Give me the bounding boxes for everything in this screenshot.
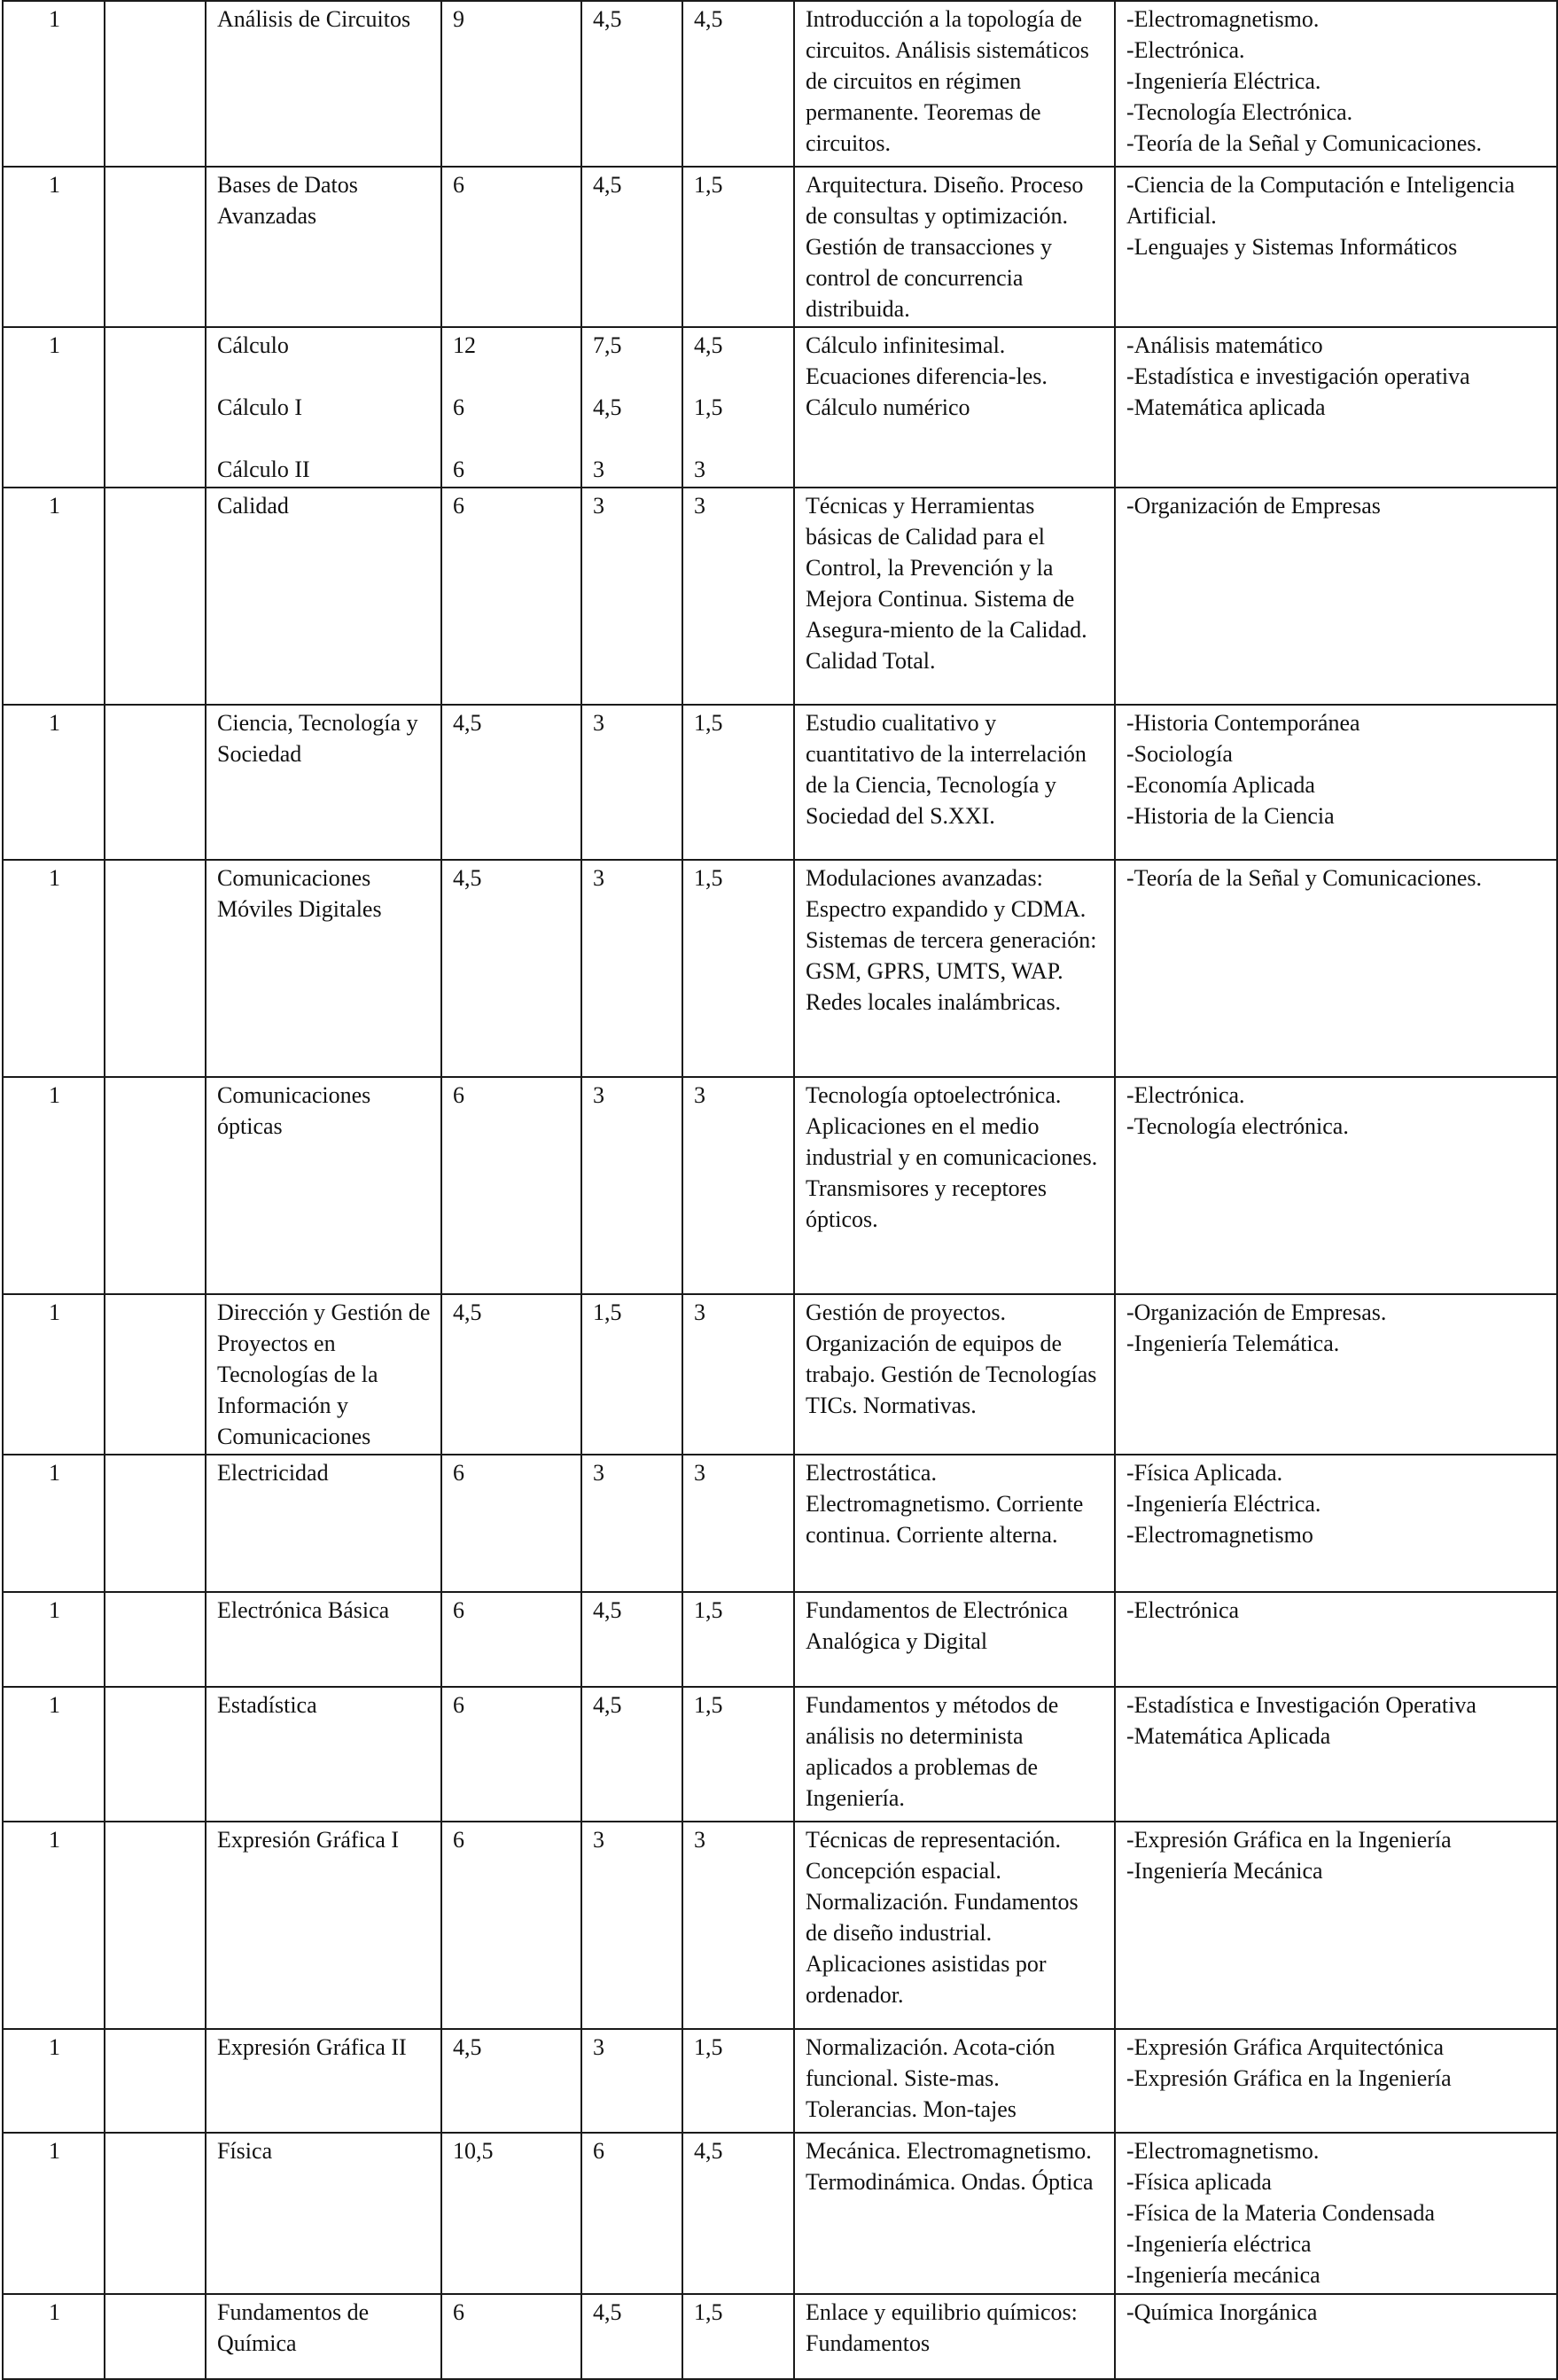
creditos-teoricos-cell [581,488,682,705]
table-row [3,860,1557,1077]
creditos-teoricos-value: 3 [593,493,604,519]
area-item: -Tecnología Electrónica. [1126,99,1353,125]
descriptor-text: Tecnología optoelectrónica. Aplicaciones en el medio industrial y en comunicaciones. Transmisores y receptores ópticos. [806,1082,1098,1232]
descriptor-cell [794,167,1115,327]
creditos-totales-value: 4,5 [453,710,482,736]
descriptor-text: Electrostática. Electromagnetismo. Corriente continua. Corriente alterna. [806,1460,1084,1548]
tipo-cell [105,1077,206,1294]
creditos-teoricos-cell [581,327,682,488]
area-item: -Expresión Gráfica Arquitectónica [1126,2034,1445,2060]
descriptor-text: Fundamentos y métodos de análisis no determinista aplicados a problemas de Ingeniería. [806,1692,1059,1811]
areas-cell [1115,1,1557,167]
curso-cell [3,2294,105,2379]
descriptor-cell [794,1455,1115,1592]
table-row [3,1294,1557,1455]
area-item: -Análisis matemático [1126,332,1323,358]
asignatura-name: Fundamentos de Química [217,2299,370,2356]
asignatura-cell [206,2133,441,2294]
curso-value: 1 [49,1597,60,1623]
creditos-teoricos-value: 3 [593,456,604,482]
creditos-totales-cell [441,1822,581,2029]
creditos-teoricos-cell [581,1455,682,1592]
creditos-practicos-cell [682,1077,794,1294]
creditos-practicos-cell [682,2294,794,2379]
creditos-practicos-cell [682,705,794,860]
asignatura-name: Electricidad [217,1460,329,1486]
creditos-teoricos-cell [581,1822,682,2029]
curso-value: 1 [49,865,60,891]
creditos-totales-cell [441,1592,581,1687]
area-item: -Matemática Aplicada [1126,1723,1331,1749]
area-item: -Matemática aplicada [1126,394,1326,420]
area-item: -Estadística e investigación operativa [1126,363,1470,389]
asignatura-cell [206,1077,441,1294]
curso-cell [3,1687,105,1822]
descriptor-text: Modulaciones avanzadas: Espectro expandido y CDMA. Sistemas de tercera generación: GSM, GPRS, UMTS, WAP. Redes locales inalámbricas. [806,865,1097,1015]
creditos-teoricos-cell [581,1592,682,1687]
creditos-practicos-value: 3 [694,456,705,482]
creditos-teoricos-value: 7,5 [593,332,622,358]
table-row [3,1077,1557,1294]
areas-cell [1115,1294,1557,1455]
creditos-totales-cell [441,327,581,488]
curso-value: 1 [49,2138,60,2164]
tipo-cell [105,1822,206,2029]
area-item: -Historia de la Ciencia [1126,803,1335,829]
creditos-teoricos-value: 6 [593,2138,604,2164]
creditos-totales-value: 6 [453,1460,464,1486]
table-row [3,1687,1557,1822]
area-item: -Física de la Materia Condensada [1126,2200,1435,2226]
asignatura-cell [206,167,441,327]
curso-value: 1 [49,332,60,358]
table-row [3,1822,1557,2029]
area-item: -Economía Aplicada [1126,772,1315,798]
curso-cell [3,1592,105,1687]
asignatura-name: Cálculo I [217,394,303,420]
table-row [3,1455,1557,1592]
area-item: -Historia Contemporánea [1126,710,1360,736]
asignatura-cell [206,2029,441,2133]
asignatura-cell [206,1,441,167]
asignatura-name: Expresión Gráfica I [217,1827,400,1853]
descriptor-text: Técnicas y Herramientas básicas de Calidad para el Control, la Prevención y la Mejora Continua. Sistema de Asegura-miento de la Calidad. Calidad Total. [806,493,1087,674]
area-item: -Teoría de la Señal y Comunicaciones. [1126,865,1483,891]
creditos-practicos-cell [682,1687,794,1822]
descriptor-cell [794,705,1115,860]
creditos-practicos-value: 4,5 [694,332,723,358]
creditos-practicos-cell [682,2029,794,2133]
creditos-practicos-cell [682,1592,794,1687]
descriptor-cell [794,2133,1115,2294]
creditos-practicos-cell [682,2133,794,2294]
area-item: -Organización de Empresas [1126,493,1381,519]
creditos-totales-value: 6 [453,1597,464,1623]
curso-cell [3,2029,105,2133]
area-item: -Sociología [1126,741,1233,767]
creditos-practicos-value: 3 [694,493,705,519]
creditos-teoricos-value: 4,5 [593,6,622,32]
curso-cell [3,1294,105,1455]
creditos-practicos-value: 1,5 [694,865,723,891]
creditos-practicos-value: 1,5 [694,2299,723,2325]
asignatura-cell [206,705,441,860]
curso-value: 1 [49,2299,60,2325]
curso-value: 1 [49,710,60,736]
creditos-totales-cell [441,860,581,1077]
descriptor-cell [794,1077,1115,1294]
areas-cell [1115,2294,1557,2379]
creditos-totales-value: 4,5 [453,2034,482,2060]
areas-cell [1115,1592,1557,1687]
creditos-totales-value: 4,5 [453,865,482,891]
area-item: -Ingeniería Mecánica [1126,1858,1323,1884]
tipo-cell [105,488,206,705]
descriptor-text: Arquitectura. Diseño. Proceso de consultas y optimización. Gestión de transacciones y control de concurrencia distribuida. [806,172,1084,322]
creditos-practicos-value: 1,5 [694,1597,723,1623]
area-item: -Ingeniería eléctrica [1126,2231,1312,2257]
creditos-practicos-value: 1,5 [694,172,723,198]
creditos-totales-cell [441,705,581,860]
area-item: -Estadística e Investigación Operativa [1126,1692,1476,1718]
creditos-practicos-value: 3 [694,1299,705,1325]
table-row [3,1,1557,167]
creditos-practicos-value: 1,5 [694,2034,723,2060]
descriptor-cell [794,2294,1115,2379]
descriptor-text: Fundamentos de Electrónica Analógica y Digital [806,1597,1069,1654]
descriptor-cell [794,2029,1115,2133]
asignatura-name: Comunicaciones Móviles Digitales [217,865,382,922]
creditos-totales-cell [441,1455,581,1592]
curso-value: 1 [49,493,60,519]
area-item: -Electrónica. [1126,1082,1245,1108]
descriptor-text: Normalización. Acota-ción funcional. Siste-mas. Tolerancias. Mon-tajes [806,2034,1056,2122]
descriptor-cell [794,327,1115,488]
area-item: -Ingeniería Eléctrica. [1126,68,1321,94]
asignatura-cell [206,2294,441,2379]
creditos-totales-value: 9 [453,6,464,32]
table-row [3,488,1557,705]
area-item: -Ingeniería Eléctrica. [1126,1491,1321,1517]
curso-cell [3,1077,105,1294]
creditos-totales-value: 6 [453,493,464,519]
area-item: -Expresión Gráfica en la Ingeniería [1126,1827,1452,1853]
creditos-totales-cell [441,2133,581,2294]
area-item: -Electrónica. [1126,37,1245,63]
creditos-teoricos-value: 4,5 [593,2299,622,2325]
creditos-practicos-value: 4,5 [694,2138,723,2164]
area-item: -Química Inorgánica [1126,2299,1318,2325]
asignatura-name: Electrónica Básica [217,1597,390,1623]
creditos-practicos-value: 1,5 [694,394,723,420]
curso-value: 1 [49,2034,60,2060]
area-item: -Electrónica [1126,1597,1240,1623]
creditos-teoricos-value: 3 [593,710,604,736]
creditos-totales-value: 6 [453,1082,464,1108]
asignatura-name: Comunicaciones ópticas [217,1082,371,1139]
tipo-cell [105,1455,206,1592]
descriptor-text: Gestión de proyectos. Organización de equipos de trabajo. Gestión de Tecnologías TICs. Normativas. [806,1299,1097,1418]
asignatura-cell [206,1687,441,1822]
creditos-practicos-cell [682,1455,794,1592]
areas-cell [1115,1822,1557,2029]
table-row [3,705,1557,860]
creditos-teoricos-value: 4,5 [593,1597,622,1623]
creditos-practicos-value: 3 [694,1082,705,1108]
descriptor-text: Técnicas de representación. Concepción espacial. Normalización. Fundamentos de diseño industrial. Aplicaciones asistidas por ordenador. [806,1827,1079,2008]
creditos-totales-cell [441,167,581,327]
area-item: -Ingeniería Telemática. [1126,1330,1340,1356]
creditos-teoricos-cell [581,1077,682,1294]
areas-cell [1115,2133,1557,2294]
descriptor-text: Introducción a la topología de circuitos. Análisis sistemáticos de circuitos en régimen permanente. Teoremas de circuitos. [806,6,1089,156]
area-item: -Electromagnetismo. [1126,2138,1320,2164]
area-item: -Ciencia de la Computación e Inteligencia Artificial. [1126,172,1515,229]
creditos-totales-value: 6 [453,394,464,420]
tipo-cell [105,2294,206,2379]
creditos-totales-value: 6 [453,172,464,198]
asignatura-cell [206,1592,441,1687]
area-item: -Física aplicada [1126,2169,1272,2195]
creditos-totales-value: 12 [453,332,476,358]
creditos-practicos-value: 3 [694,1827,705,1853]
creditos-totales-value: 4,5 [453,1299,482,1325]
asignatura-name: Ciencia, Tecnología y Sociedad [217,710,418,767]
creditos-teoricos-cell [581,2133,682,2294]
creditos-practicos-cell [682,327,794,488]
areas-cell [1115,327,1557,488]
creditos-totales-cell [441,1687,581,1822]
areas-cell [1115,488,1557,705]
curso-cell [3,1,105,167]
area-item: -Lenguajes y Sistemas Informáticos [1126,234,1458,260]
area-item: -Electromagnetismo. [1126,6,1320,32]
tipo-cell [105,1592,206,1687]
asignatura-cell [206,488,441,705]
curso-value: 1 [49,6,60,32]
areas-cell [1115,1077,1557,1294]
areas-cell [1115,860,1557,1077]
area-item: -Organización de Empresas. [1126,1299,1387,1325]
asignatura-cell [206,860,441,1077]
descriptor-text: Mecánica. Electromagnetismo. Termodinámica. Ondas. Óptica [806,2138,1094,2195]
creditos-teoricos-cell [581,860,682,1077]
creditos-practicos-cell [682,860,794,1077]
table-row [3,2294,1557,2379]
area-item: -Tecnología electrónica. [1126,1113,1349,1139]
area-item: -Electromagnetismo [1126,1522,1313,1548]
creditos-teoricos-value: 4,5 [593,172,622,198]
asignatura-name: Cálculo [217,332,289,358]
descriptor-text: Cálculo infinitesimal. Ecuaciones diferencia-les. Cálculo numérico [806,332,1048,420]
descriptor-text: Estudio cualitativo y cuantitativo de la interrelación de la Ciencia, Tecnología y Sociedad del S.XXI. [806,710,1087,829]
creditos-teoricos-cell [581,2029,682,2133]
creditos-totales-cell [441,488,581,705]
asignatura-name: Análisis de Circuitos [217,6,411,32]
areas-cell [1115,1687,1557,1822]
creditos-totales-value: 10,5 [453,2138,494,2164]
asignatura-name: Calidad [217,493,289,519]
curso-value: 1 [49,1827,60,1853]
tipo-cell [105,167,206,327]
curso-value: 1 [49,1460,60,1486]
creditos-practicos-cell [682,167,794,327]
creditos-teoricos-value: 3 [593,1460,604,1486]
areas-cell [1115,1455,1557,1592]
asignatura-name: Estadística [217,1692,317,1718]
tipo-cell [105,860,206,1077]
creditos-teoricos-cell [581,1,682,167]
table-body [3,1,1557,2379]
creditos-practicos-value: 1,5 [694,710,723,736]
table-row [3,2133,1557,2294]
curso-cell [3,167,105,327]
tipo-cell [105,1687,206,1822]
creditos-totales-value: 6 [453,456,464,482]
asignatura-name: Dirección y Gestión de Proyectos en Tecnologías de la Información y Comunicaciones [217,1299,431,1449]
table-row [3,1592,1557,1687]
tipo-cell [105,705,206,860]
creditos-totales-value: 6 [453,2299,464,2325]
creditos-practicos-cell [682,1,794,167]
creditos-teoricos-value: 1,5 [593,1299,622,1325]
areas-cell [1115,705,1557,860]
creditos-practicos-value: 4,5 [694,6,723,32]
creditos-practicos-value: 1,5 [694,1692,723,1718]
creditos-teoricos-value: 3 [593,1082,604,1108]
creditos-teoricos-value: 3 [593,1827,604,1853]
creditos-teoricos-cell [581,1687,682,1822]
descriptor-cell [794,1,1115,167]
creditos-teoricos-value: 4,5 [593,1692,622,1718]
creditos-teoricos-value: 4,5 [593,394,622,420]
curso-cell [3,1822,105,2029]
creditos-totales-cell [441,1077,581,1294]
areas-cell [1115,2029,1557,2133]
curso-value: 1 [49,1082,60,1108]
tipo-cell [105,1,206,167]
asignatura-cell [206,1294,441,1455]
creditos-teoricos-value: 3 [593,2034,604,2060]
area-item: -Ingeniería mecánica [1126,2262,1320,2288]
table-row [3,167,1557,327]
table-row [3,2029,1557,2133]
descriptor-cell [794,1294,1115,1455]
creditos-practicos-cell [682,1294,794,1455]
creditos-totales-cell [441,2029,581,2133]
creditos-teoricos-cell [581,167,682,327]
creditos-teoricos-cell [581,705,682,860]
asignatura-name: Física [217,2138,273,2164]
creditos-teoricos-cell [581,1294,682,1455]
descriptor-text: Enlace y equilibrio químicos: Fundamentos [806,2299,1078,2356]
curso-cell [3,327,105,488]
curso-cell [3,488,105,705]
asignatura-cell [206,327,441,488]
creditos-teoricos-value: 3 [593,865,604,891]
area-item: -Física Aplicada. [1126,1460,1283,1486]
curso-value: 1 [49,1692,60,1718]
tipo-cell [105,2029,206,2133]
descriptor-cell [794,488,1115,705]
tipo-cell [105,1294,206,1455]
areas-cell [1115,167,1557,327]
tipo-cell [105,327,206,488]
area-item: -Teoría de la Señal y Comunicaciones. [1126,130,1483,156]
asignatura-cell [206,1455,441,1592]
creditos-totales-value: 6 [453,1827,464,1853]
asignatura-cell [206,1822,441,2029]
curso-value: 1 [49,172,60,198]
curso-cell [3,705,105,860]
creditos-practicos-value: 3 [694,1460,705,1486]
area-item: -Expresión Gráfica en la Ingeniería [1126,2065,1452,2091]
curso-cell [3,2133,105,2294]
descriptor-cell [794,860,1115,1077]
creditos-totales-cell [441,1,581,167]
curso-cell [3,860,105,1077]
asignatura-name: Cálculo II [217,456,310,482]
creditos-totales-value: 6 [453,1692,464,1718]
descriptor-cell [794,1687,1115,1822]
curso-cell [3,1455,105,1592]
creditos-totales-cell [441,2294,581,2379]
descriptor-cell [794,1592,1115,1687]
creditos-practicos-cell [682,488,794,705]
creditos-teoricos-cell [581,2294,682,2379]
tipo-cell [105,2133,206,2294]
table-row [3,327,1557,488]
descriptor-cell [794,1822,1115,2029]
asignatura-name: Expresión Gráfica II [217,2034,407,2060]
asignatura-name: Bases de Datos Avanzadas [217,172,358,229]
curso-value: 1 [49,1299,60,1325]
creditos-practicos-cell [682,1822,794,2029]
creditos-totales-cell [441,1294,581,1455]
course-table [2,0,1558,2380]
